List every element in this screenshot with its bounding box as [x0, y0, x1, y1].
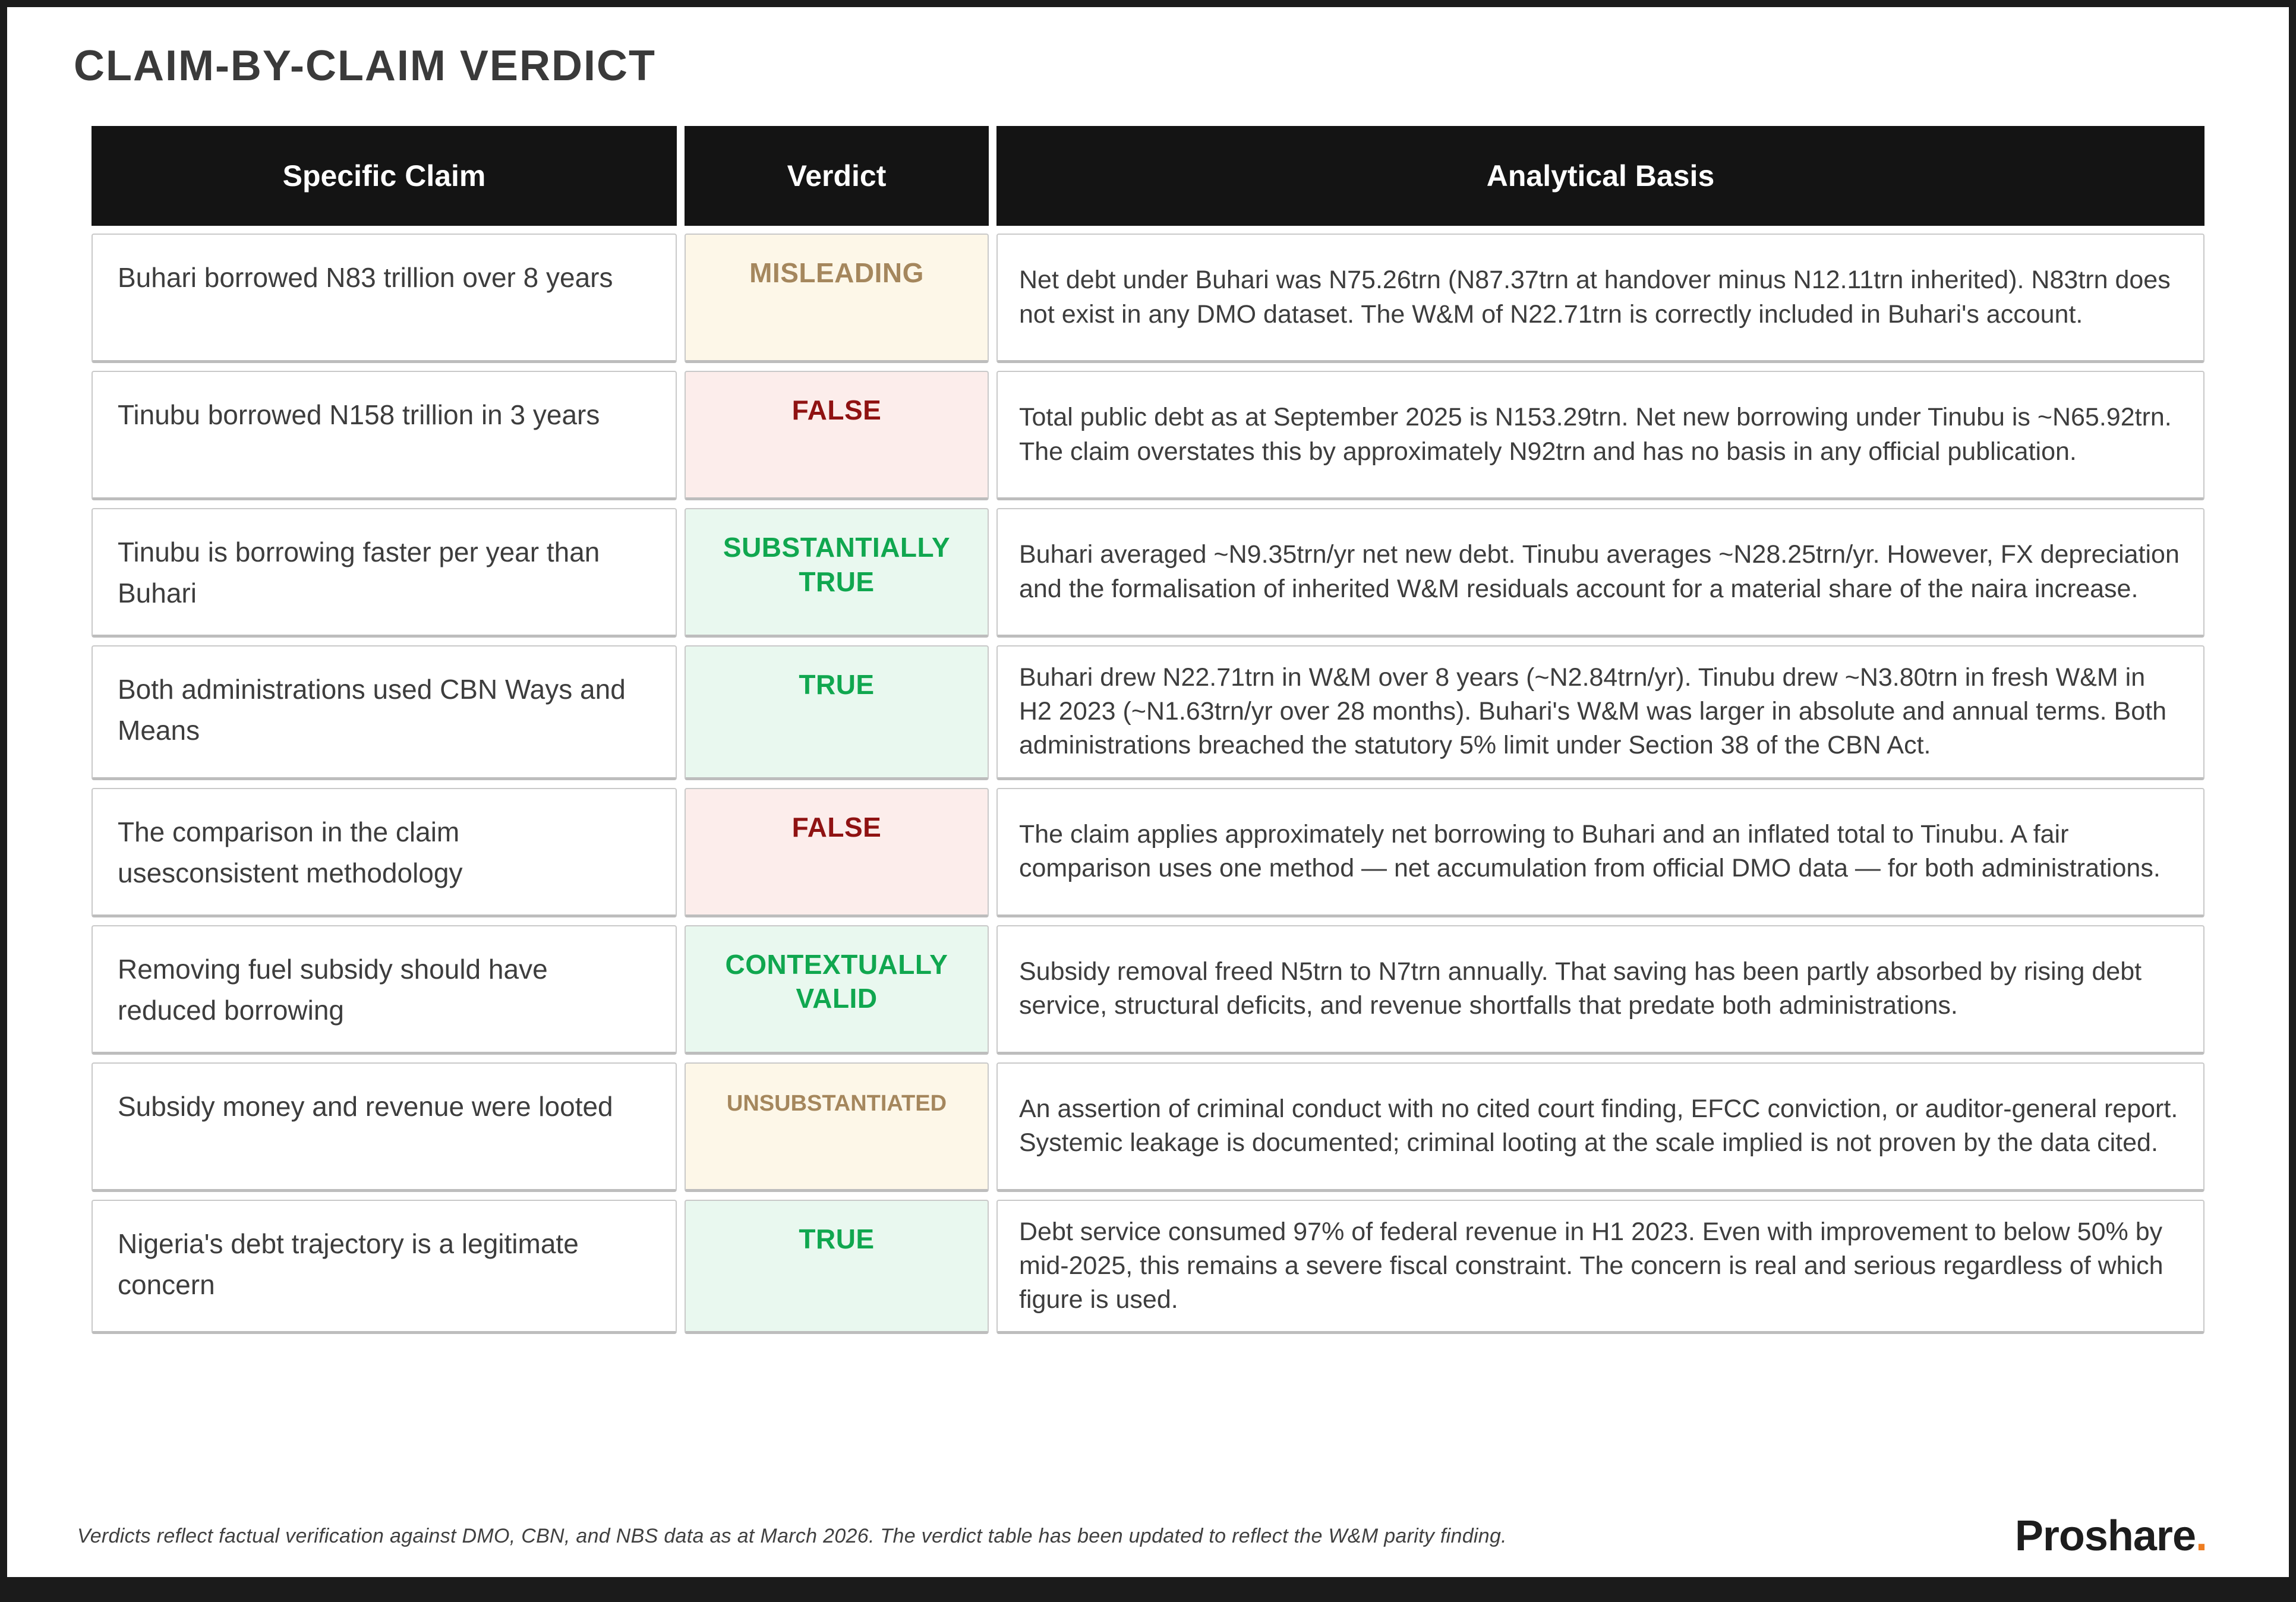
basis-cell: Buhari drew N22.71trn in W&M over 8 years (~N2.84trn/yr). Tinubu drew ~N3.80trn in fresh W&M in H2 2023 (~N1.63trn/yr over 28 months). Buhari's W&M was larger in absolute and annual terms. Both administrations breached the statutory 5% limit under Section 38 of the CBN Act. — [996, 645, 2204, 780]
claim-cell: Buhari borrowed N83 trillion over 8 years — [92, 234, 677, 363]
basis-cell: The claim applies approximately net borrowing to Buhari and an inflated total to Tinubu. A fair comparison uses one method — net accumulation from official DMO data — for both administrations. — [996, 788, 2204, 917]
basis-cell: Buhari averaged ~N9.35trn/yr net new debt. Tinubu averages ~N28.25trn/yr. However, FX depreciation and the formalisation of inherited W&M residuals account for a material share of the naira increase. — [996, 508, 2204, 638]
verdict-badge: TRUE — [685, 645, 989, 780]
verdict-badge: CONTEXTUALLY VALID — [685, 925, 989, 1055]
basis-cell: Subsidy removal freed N5trn to N7trn annually. That saving has been partly absorbed by rising debt service, structural deficits, and revenue shortfalls that predate both administrations. — [996, 925, 2204, 1055]
verdict-badge: FALSE — [685, 788, 989, 917]
footer — [72, 1500, 2224, 1560]
footer-note: Verdicts reflect factual verification against DMO, CBN, and NBS data as at March 2026. The verdict table has been updated to reflect the W&M parity finding. — [77, 1524, 1507, 1547]
column-header-specific-claim: Specific Claim — [92, 126, 677, 226]
proshare-logo — [2015, 1512, 2207, 1560]
verdict-badge: MISLEADING — [685, 234, 989, 363]
basis-cell: Total public debt as at September 2025 is N153.29trn. Net new borrowing under Tinubu is ~N65.92trn. The claim overstates this by approximately N92trn and has no basis in any official publication. — [996, 371, 2204, 500]
proshare-logo-dot: . — [2195, 1512, 2207, 1560]
claim-cell: Removing fuel subsidy should have reduced borrowing — [92, 925, 677, 1055]
verdict-badge: UNSUBSTANTIATED — [685, 1062, 989, 1192]
column-header-analytical-basis: Analytical Basis — [996, 126, 2204, 226]
page-title: CLAIM-BY-CLAIM VERDICT — [74, 42, 656, 90]
verdict-table — [92, 126, 2204, 1334]
verdict-badge: TRUE — [685, 1200, 989, 1335]
basis-cell: An assertion of criminal conduct with no cited court finding, EFCC conviction, or auditor-general report. Systemic leakage is documented; criminal looting at the scale implied is not proven by the data cited. — [996, 1062, 2204, 1192]
claim-cell: The comparison in the claim usesconsistent methodology — [92, 788, 677, 917]
claim-cell: Tinubu is borrowing faster per year than Buhari — [92, 508, 677, 638]
claim-cell: Both administrations used CBN Ways and Means — [92, 645, 677, 780]
claim-cell: Subsidy money and revenue were looted — [92, 1062, 677, 1192]
claim-cell: Tinubu borrowed N158 trillion in 3 years — [92, 371, 677, 500]
proshare-logo-text: Proshare — [2014, 1512, 2196, 1560]
verdict-badge: FALSE — [685, 371, 989, 500]
basis-cell: Net debt under Buhari was N75.26trn (N87.37trn at handover minus N12.11trn inherited). N83trn does not exist in any DMO dataset. The W&M of N22.71trn is correctly included in Buhari's account. — [996, 234, 2204, 363]
claim-cell: Nigeria's debt trajectory is a legitimate concern — [92, 1200, 677, 1335]
basis-cell: Debt service consumed 97% of federal revenue in H1 2023. Even with improvement to below 50% by mid-2025, this remains a severe fiscal constraint. The concern is real and serious regardless of which figure is used. — [996, 1200, 2204, 1335]
column-header-verdict: Verdict — [685, 126, 989, 226]
verdict-badge: SUBSTANTIALLY TRUE — [685, 508, 989, 638]
